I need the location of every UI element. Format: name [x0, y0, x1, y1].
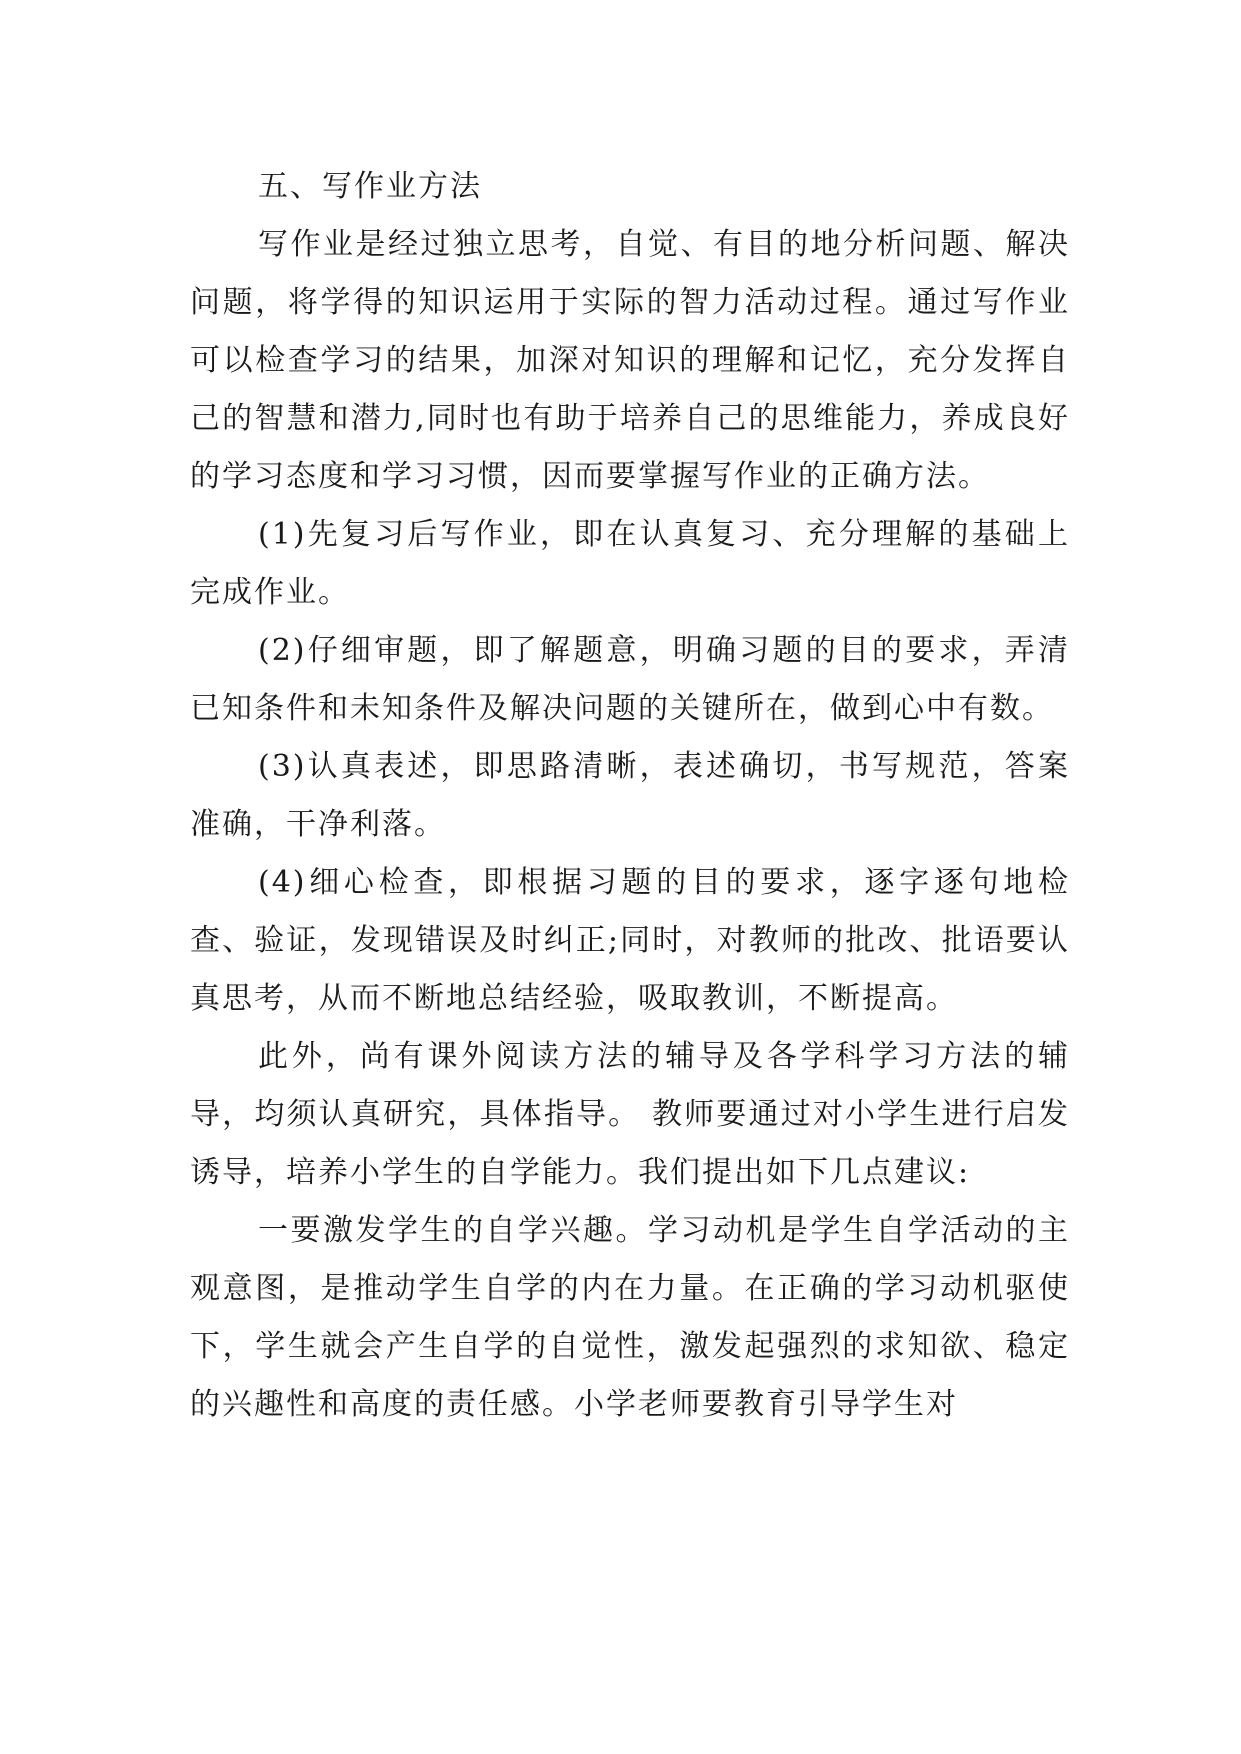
- paragraph-intro: 写作业是经过独立思考，自觉、有目的地分析问题、解决问题，将学得的知识运用于实际的智力活动过程。通过写作业可以检查学习的结果，加深对知识的理解和记忆，充分发挥自己的智慧和潜力,同时也有助于培养自己的思维能力，养成良好的学习态度和学习习惯，因而要掌握写作业的正确方法。: [190, 227, 1070, 494]
- paragraph-step-3: (3)认真表述，即思路清晰，表述确切，书写规范，答案准确，干净利落。: [190, 749, 1070, 842]
- paragraph-step-2: (2)仔细审题，即了解题意，明确习题的目的要求，弄清已知条件和未知条件及解决问题的关键所在，做到心中有数。: [190, 633, 1070, 726]
- document-body: [190, 158, 1070, 1434]
- paragraph-additional: 此外，尚有课外阅读方法的辅导及各学科学习方法的辅导，均须认真研究，具体指导。 教师要通过对小学生进行启发诱导，培养小学生的自学能力。我们提出如下几点建议:: [190, 1039, 1070, 1190]
- paragraph-step-1: (1)先复习后写作业，即在认真复习、充分理解的基础上完成作业。: [190, 517, 1070, 610]
- paragraph-step-4: (4)细心检查，即根据习题的目的要求，逐字逐句地检查、验证，发现错误及时纠正;同时，对教师的批改、批语要认真思考，从而不断地总结经验，吸取教训，不断提高。: [190, 865, 1070, 1016]
- section-heading: 五、写作业方法: [258, 169, 482, 204]
- paragraph-suggestion-1: 一要激发学生的自学兴趣。学习动机是学生自学活动的主观意图，是推动学生自学的内在力量。在正确的学习动机驱使下，学生就会产生自学的自觉性，激发起强烈的求知欲、稳定的兴趣性和高度的责任感。小学老师要教育引导学生对: [190, 1213, 1070, 1422]
